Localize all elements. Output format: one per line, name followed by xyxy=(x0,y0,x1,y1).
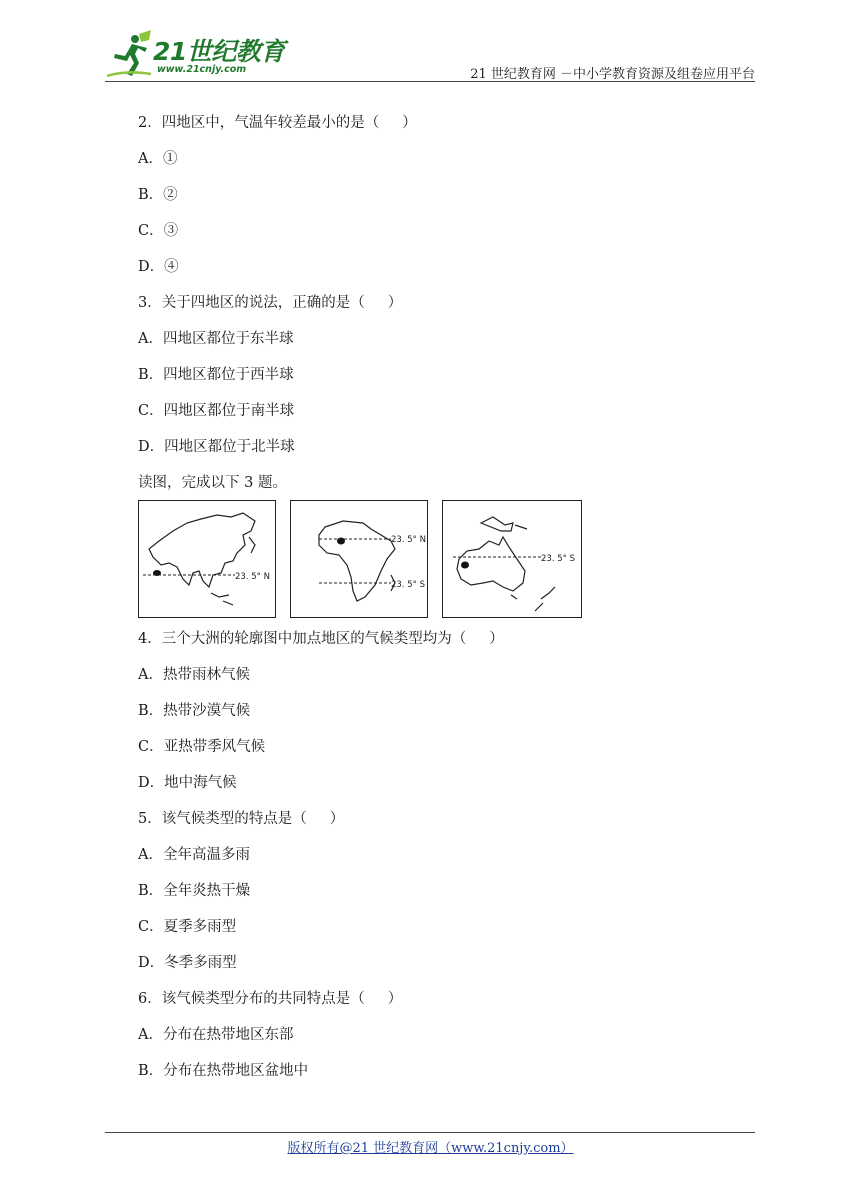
question-3: 3．关于四地区的说法，正确的是（ ） xyxy=(138,295,403,311)
question-6: 6．该气候类型分布的共同特点是（ ） xyxy=(138,991,403,1007)
logo xyxy=(105,30,295,82)
asia-latitude-label: 23. 5° N xyxy=(235,572,270,582)
africa-map xyxy=(290,500,428,618)
runner-icon xyxy=(105,30,155,80)
question-4: 4．三个大洲的轮廓图中加点地区的气候类型均为（ ） xyxy=(138,631,504,647)
africa-latitude-label-s: 23. 5° S xyxy=(391,580,425,590)
option-3a: A．四地区都位于东半球 xyxy=(138,331,294,347)
option-3d: D．四地区都位于北半球 xyxy=(138,439,295,455)
option-2d: D．④ xyxy=(138,259,179,275)
asia-map xyxy=(138,500,276,618)
footer-divider xyxy=(105,1132,755,1133)
option-4d: D．地中海气候 xyxy=(138,775,237,791)
australia-latitude-label: 23. 5° S xyxy=(541,554,575,564)
option-3c: C．四地区都位于南半球 xyxy=(138,403,295,419)
option-3b: B．四地区都位于西半球 xyxy=(138,367,294,383)
option-5a: A．全年高温多雨 xyxy=(138,847,250,863)
option-5c: C．夏季多雨型 xyxy=(138,919,237,935)
header-divider xyxy=(105,81,755,82)
option-5b: B．全年炎热干燥 xyxy=(138,883,251,899)
continent-maps xyxy=(138,500,583,618)
option-2c: C．③ xyxy=(138,223,179,239)
header-tagline: 21 世纪教育网 －中小学教育资源及组卷应用平台 xyxy=(470,67,755,82)
africa-latitude-label-n: 23. 5° N xyxy=(391,535,426,545)
logo-text: 21世纪教育 xyxy=(153,37,285,66)
option-4c: C．亚热带季风气候 xyxy=(138,739,266,755)
option-6a: A．分布在热带地区东部 xyxy=(138,1027,294,1043)
option-5d: D．冬季多雨型 xyxy=(138,955,237,971)
australia-map xyxy=(442,500,582,618)
option-2b: B．② xyxy=(138,187,178,203)
marked-region-dot xyxy=(461,562,469,569)
option-2a: A．① xyxy=(138,151,178,167)
option-4a: A．热带雨林气候 xyxy=(138,667,250,683)
copyright-link[interactable]: 版权所有@21 世纪教育网（www.21cnjy.com） xyxy=(287,1141,574,1156)
question-5: 5．该气候类型的特点是（ ） xyxy=(138,811,345,827)
question-2: 2．四地区中，气温年较差最小的是（ ） xyxy=(138,115,417,131)
page-header xyxy=(105,30,755,82)
option-6b: B．分布在热带地区盆地中 xyxy=(138,1063,309,1079)
option-4b: B．热带沙漠气候 xyxy=(138,703,251,719)
reading-instruction: 读图，完成以下 3 题。 xyxy=(138,475,287,491)
logo-url: www.21cnjy.com xyxy=(157,64,247,75)
